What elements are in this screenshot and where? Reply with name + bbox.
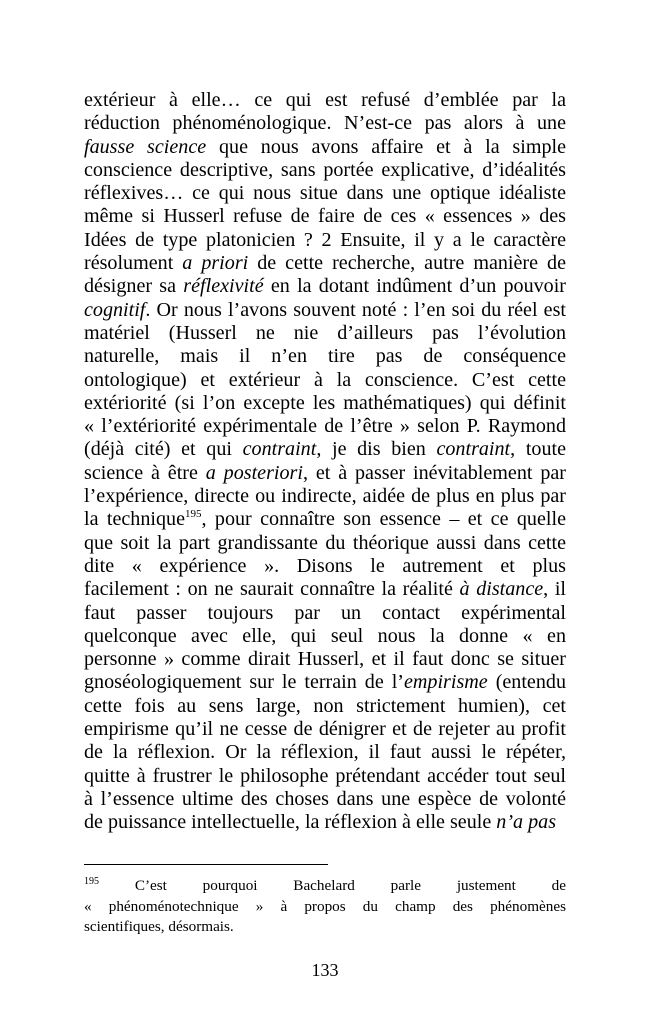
text-run: extérieur à elle… ce qui est refusé d’emblée par la bbox=[84, 89, 566, 111]
text-run: l’expérience, directe ou indirecte, aidée de plus en plus par bbox=[84, 485, 566, 508]
text-run: à l’essence ultime des choses dans une espèce de volonté bbox=[84, 787, 566, 810]
text-run: ontologique) et extérieur à la conscience. C’est cette bbox=[84, 368, 566, 391]
text-run: quitte à frustrer le philosophe prétendant accéder tout seul bbox=[84, 764, 566, 787]
text-line bbox=[84, 555, 566, 578]
text-run: réflexives… ce qui nous situe dans une optique idéaliste bbox=[84, 182, 566, 205]
text-line bbox=[84, 578, 566, 601]
text-line bbox=[84, 89, 566, 112]
italic-text: n’a pas bbox=[496, 811, 557, 834]
text-run: gnoséologiquement sur le terrain de l’ bbox=[84, 671, 404, 694]
text-line bbox=[84, 136, 566, 159]
text-run: naturelle, mais il n’en tire pas de conséquence bbox=[84, 345, 566, 368]
text-line bbox=[84, 671, 566, 694]
text-run: en la dotant indûment d’un pouvoir bbox=[263, 275, 566, 298]
text-run: extériorité (si l’on excepte les mathématiques) qui définit bbox=[84, 391, 566, 414]
text-line bbox=[84, 602, 566, 625]
text-line bbox=[84, 205, 566, 228]
footnote-line bbox=[84, 917, 566, 938]
text-line bbox=[84, 229, 566, 252]
footnote bbox=[84, 876, 566, 938]
text-run: dite « expérience ». Disons le autrement et plus bbox=[84, 554, 566, 577]
italic-text: réflexivité bbox=[183, 275, 264, 298]
text-run: quelconque avec elle, qui seul nous la donne « en bbox=[84, 624, 566, 647]
text-line bbox=[84, 252, 566, 275]
text-line bbox=[84, 112, 566, 135]
text-run: désigner sa bbox=[84, 275, 184, 298]
text-run: Idées de type platonicien ? 2 Ensuite, il y a le caractère bbox=[84, 228, 566, 251]
text-run: , pour connaître son essence – et ce quelle bbox=[201, 508, 566, 531]
page-number: 133 bbox=[311, 960, 339, 980]
text-line bbox=[84, 462, 566, 485]
italic-text: à distance bbox=[459, 578, 544, 601]
text-line bbox=[84, 345, 566, 368]
footnote-text: « phénoménotechnique » à propos du champ des phénomènes bbox=[84, 897, 566, 915]
text-line bbox=[84, 159, 566, 182]
italic-text: contraint bbox=[436, 438, 511, 461]
footnote-separator bbox=[84, 864, 328, 865]
text-run: réduction phénoménologique. N’est-ce pas alors à une bbox=[84, 112, 566, 135]
text-run: science à être bbox=[84, 461, 206, 484]
text-line bbox=[84, 322, 566, 345]
text-line bbox=[84, 438, 566, 461]
italic-text: a priori bbox=[182, 252, 249, 275]
italic-text: contraint bbox=[242, 438, 317, 461]
text-line bbox=[84, 765, 566, 788]
text-run: . Or nous l’avons souvent noté : l’en soi du réel est bbox=[145, 298, 566, 321]
text-run: « l’extériorité expérimentale de l’être » selon P. Raymond bbox=[84, 415, 566, 438]
text-line bbox=[84, 532, 566, 555]
text-line bbox=[84, 811, 566, 834]
italic-text: cognitif bbox=[84, 298, 146, 321]
text-line bbox=[84, 508, 566, 531]
text-line bbox=[84, 648, 566, 671]
footnote-line bbox=[84, 876, 566, 897]
text-run: même si Husserl refuse de faire de ces « essences » des bbox=[84, 205, 566, 228]
italic-text: a posteriori bbox=[205, 461, 303, 484]
body-text bbox=[84, 89, 566, 835]
text-line bbox=[84, 718, 566, 741]
text-run: la technique bbox=[84, 508, 185, 531]
text-run: que soit la part grandissante du théorique aussi dans cette bbox=[84, 531, 566, 554]
text-run: empirisme qu’il ne cesse de dénigrer et de rejeter au profit bbox=[84, 718, 566, 741]
text-run: , et à passer inévitablement par bbox=[302, 461, 566, 484]
text-run: (déjà cité) et qui bbox=[84, 438, 243, 461]
footnote-reference[interactable]: 195 bbox=[185, 508, 202, 521]
text-line bbox=[84, 182, 566, 205]
text-run: facilement : on ne saurait connaître la réalité bbox=[84, 578, 460, 601]
text-run: cette fois au sens large, non strictement humien), cet bbox=[84, 694, 566, 717]
text-run: de puissance intellectuelle, la réflexion à elle seule bbox=[84, 811, 497, 834]
text-line bbox=[84, 485, 566, 508]
footnote-text: C’est pourquoi Bachelard parle justement de bbox=[134, 877, 566, 894]
text-run: faut passer toujours par un contact expérimental bbox=[84, 601, 566, 624]
text-run: , il bbox=[543, 578, 566, 601]
text-run: , je dis bien bbox=[316, 438, 437, 461]
text-line bbox=[84, 275, 566, 298]
text-run: que nous avons affaire et à la simple bbox=[206, 135, 566, 158]
text-run: , toute bbox=[510, 438, 566, 461]
text-run: (entendu bbox=[487, 671, 566, 694]
italic-text: empirisme bbox=[404, 671, 488, 694]
text-line bbox=[84, 625, 566, 648]
text-run: personne » comme dirait Husserl, et il faut donc se situer bbox=[84, 648, 566, 671]
text-run: résolument bbox=[84, 252, 183, 275]
footnote-line bbox=[84, 897, 566, 918]
footnote-text: scientifiques, désormais. bbox=[84, 918, 234, 935]
text-line bbox=[84, 392, 566, 415]
text-line bbox=[84, 788, 566, 811]
text-run: conscience descriptive, sans portée explicative, d’idéalités bbox=[84, 158, 566, 181]
footnote-number: 195 bbox=[84, 876, 99, 887]
text-line bbox=[84, 369, 566, 392]
text-run: matériel (Husserl ne nie d’ailleurs pas l’évolution bbox=[84, 321, 566, 344]
text-run: de la réflexion. Or la réflexion, il faut aussi le répéter, bbox=[84, 741, 566, 764]
text-line bbox=[84, 415, 566, 438]
text-line bbox=[84, 299, 566, 322]
text-run: de cette recherche, autre manière de bbox=[248, 252, 566, 275]
text-line bbox=[84, 741, 566, 764]
text-line bbox=[84, 695, 566, 718]
italic-text: fausse science bbox=[84, 135, 207, 158]
